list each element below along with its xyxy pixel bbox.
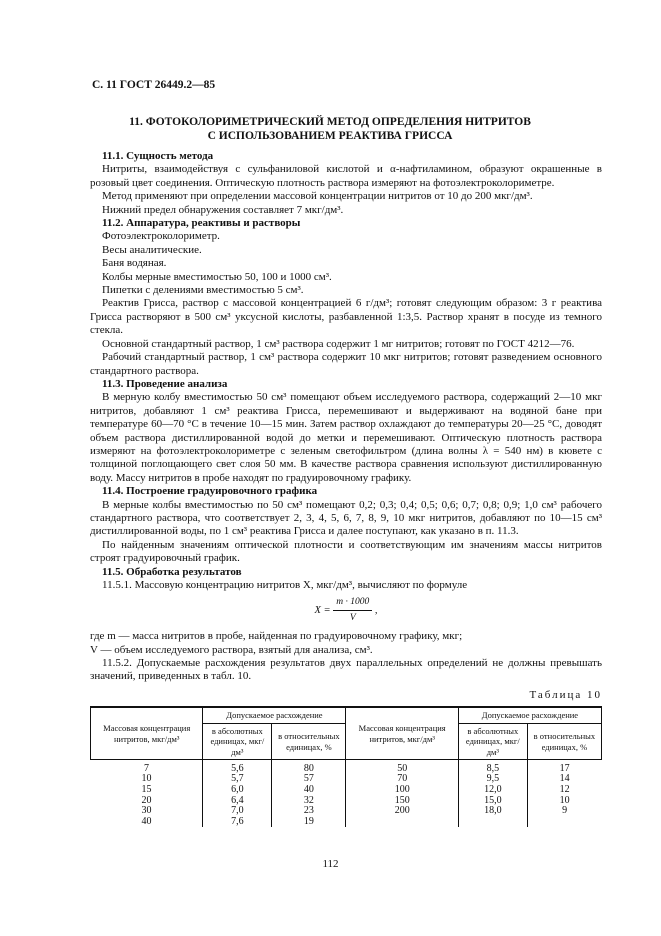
paragraph: Метод применяют при определении массовой концентрации нитритов от 10 до 200 мкг/дм³. <box>102 190 533 203</box>
title-line-1: 11. ФОТОКОЛОРИМЕТРИЧЕСКИЙ МЕТОД ОПРЕДЕЛЕНИЯ НИТРИТОВ <box>129 116 531 128</box>
subsection-title: 11.2. Аппаратура, реактивы и растворы <box>102 217 301 230</box>
page-number: 112 <box>322 858 339 870</box>
list-item: Колбы мерные вместимостью 50, 100 и 1000 см³. <box>102 270 332 283</box>
paragraph: Нижний предел обнаружения составляет 7 мкг/дм³. <box>102 203 344 216</box>
paragraph: 11.5.2. Допускаемые расхождения результатов двух параллельных определений не должны превышать значений, приведенных в табл. 10. <box>90 657 602 683</box>
running-header: С. 11 ГОСТ 26449.2—85 <box>92 79 216 91</box>
cell: 200 <box>346 806 458 817</box>
list-item: Весы аналитические. <box>102 243 202 256</box>
cell: 8,5 <box>458 764 527 775</box>
cell: 50 <box>346 764 458 775</box>
cell: 10 <box>527 796 601 807</box>
subsection-title: 11.4. Построение градуировочного графика <box>102 485 318 498</box>
column-header-allowance: Допускаемое расхождение <box>203 707 346 723</box>
table-row <box>91 806 602 817</box>
definition-v: V — объем исследуемого раствора, взятый для анализа, см³. <box>90 643 373 656</box>
cell: 150 <box>346 796 458 807</box>
paragraph: Реактив Грисса, раствор с массовой концентрацией 6 г/дм³; готовят следующим образом: 3 г реактива Грисса растворяют в 500 см³ уксусной кислоты, разбавленной 1:3,5. Раствор хранят в посуде из темного стекла. <box>90 297 602 337</box>
cell: 12,0 <box>458 785 527 796</box>
cell: 20 <box>141 794 152 806</box>
paragraph: Основной стандартный раствор, 1 см³ раствора содержит 1 мг нитритов; готовят по ГОСТ 4212—76. <box>102 337 575 350</box>
cell: 32 <box>272 796 346 807</box>
cell <box>527 817 601 828</box>
formula <box>90 596 602 625</box>
paragraph: В мерную колбу вместимостью 50 см³ помещают объем исследуемого раствора, содержащий 2—10 мкг нитритов, добавляют 1 см³ реактива Грисса, перемешивают и выдерживают на водяной бане при температуре 60—70 °С в течение 10—15 мин. Затем раствор охлаждают до температуры 20—25 °С, доводят объем раствора дистиллированной водой до метки и перемешивают. Оптическую плотность раствора измеряют на фотоэлектроколориметре с зеленым светофильтром (длина волны λ = 540 нм) в кювете с толщиной поглощающего свет слоя 50 мм. В качестве раствора сравнения используют дистиллированную воду. Массу нитритов в пробе находят по градуировочному графику. <box>90 391 602 484</box>
cell: 100 <box>346 785 458 796</box>
table-row <box>91 774 602 785</box>
cell: 7,0 <box>203 806 272 817</box>
list-item: Баня водяная. <box>102 257 167 270</box>
title-line-2: С ИСПОЛЬЗОВАНИЕМ РЕАКТИВА ГРИССА <box>207 130 453 142</box>
list-item: Пипетки с делениями вместимостью 5 см³. <box>102 284 304 297</box>
formula-denominator: V <box>349 612 356 623</box>
cell: 15,0 <box>458 796 527 807</box>
column-header-absolute: в абсолютных единицах, мкг/дм³ <box>458 723 527 760</box>
column-header-concentration: Массовая концентрация нитритов, мкг/дм³ <box>346 707 458 760</box>
cell: 9,5 <box>458 774 527 785</box>
cell <box>458 817 527 828</box>
paragraph: Нитриты, взаимодействуя с сульфаниловой кислотой и α-нафтиламином, образуют окрашенные в розовый цвет соединения. Оптическую плотность раствора измеряют на фотоэлектроколориметре. <box>90 163 602 189</box>
cell: 14 <box>527 774 601 785</box>
section-title <box>90 115 570 143</box>
table-row <box>91 817 602 828</box>
cell: 6,0 <box>203 785 272 796</box>
cell: 40 <box>272 785 346 796</box>
table-row <box>91 785 602 796</box>
paragraph: По найденным значениям оптической плотности и соответствующим им значениям массы нитритов строят градуировочный график. <box>90 538 602 565</box>
definition-m: где m — масса нитритов в пробе, найденная по градуировочному графику, мкг; <box>90 630 463 643</box>
cell: 12 <box>527 785 601 796</box>
cell: 5,6 <box>203 764 272 775</box>
table-caption: Таблица 10 <box>529 688 602 701</box>
column-header-relative: в относительных единицах, % <box>272 723 346 760</box>
cell: 5,7 <box>203 774 272 785</box>
column-header-absolute: в абсолютных единицах, мкг/дм³ <box>203 723 272 760</box>
cell: 17 <box>527 764 601 775</box>
cell: 15 <box>141 783 152 795</box>
formula-numerator: m · 1000 <box>333 596 372 610</box>
paragraph: Рабочий стандартный раствор, 1 см³ раствора содержит 10 мкг нитритов; готовят разведением основного стандартного раствора. <box>90 351 602 377</box>
cell: 19 <box>272 817 346 828</box>
cell: 6,4 <box>203 796 272 807</box>
list-item: Фотоэлектроколориметр. <box>102 230 220 243</box>
column-header-allowance: Допускаемое расхождение <box>458 707 601 723</box>
table-row <box>91 796 602 807</box>
paragraph: В мерные колбы вместимостью по 50 см³ помещают 0,2; 0,3; 0,4; 0,5; 0,6; 0,7; 0,8; 0,9; 1,0 см³ рабочего стандартного раствора, что соответствует 2, 3, 4, 5, 6, 7, 8, 9, 10 мкг нитритов, добавляют по 10—15 см³ дистиллированной воды, по 1 см³ реактива Грисса и далее поступают, как указано в п. 11.3. <box>90 498 602 538</box>
column-header-concentration: Массовая концентрация нитритов, мкг/дм³ <box>91 707 203 760</box>
cell: 9 <box>527 806 601 817</box>
paragraph: 11.5.1. Массовую концентрацию нитритов X, мкг/дм³, вычисляют по формуле <box>102 579 468 591</box>
formula-fraction <box>333 596 372 625</box>
cell: 18,0 <box>458 806 527 817</box>
column-header-relative: в относительных единицах, % <box>527 723 601 760</box>
cell: 10 <box>141 773 152 785</box>
cell: 40 <box>141 815 152 827</box>
cell: 7,6 <box>203 817 272 828</box>
cell: 57 <box>272 774 346 785</box>
formula-end: , <box>374 605 378 617</box>
subsection-title: 11.5. Обработка результатов <box>102 565 242 578</box>
cell <box>346 817 458 828</box>
cell: 70 <box>346 774 458 785</box>
cell: 23 <box>272 806 346 817</box>
formula-lhs: X = <box>314 605 331 617</box>
cell: 7 <box>143 762 149 774</box>
subsection-title: 11.3. Проведение анализа <box>102 377 228 390</box>
tolerance-table <box>90 706 602 827</box>
document-body <box>90 150 602 827</box>
cell: 30 <box>141 805 152 817</box>
subsection-title: 11.1. Сущность метода <box>102 150 214 162</box>
cell: 80 <box>272 764 346 775</box>
table-row <box>91 764 602 775</box>
